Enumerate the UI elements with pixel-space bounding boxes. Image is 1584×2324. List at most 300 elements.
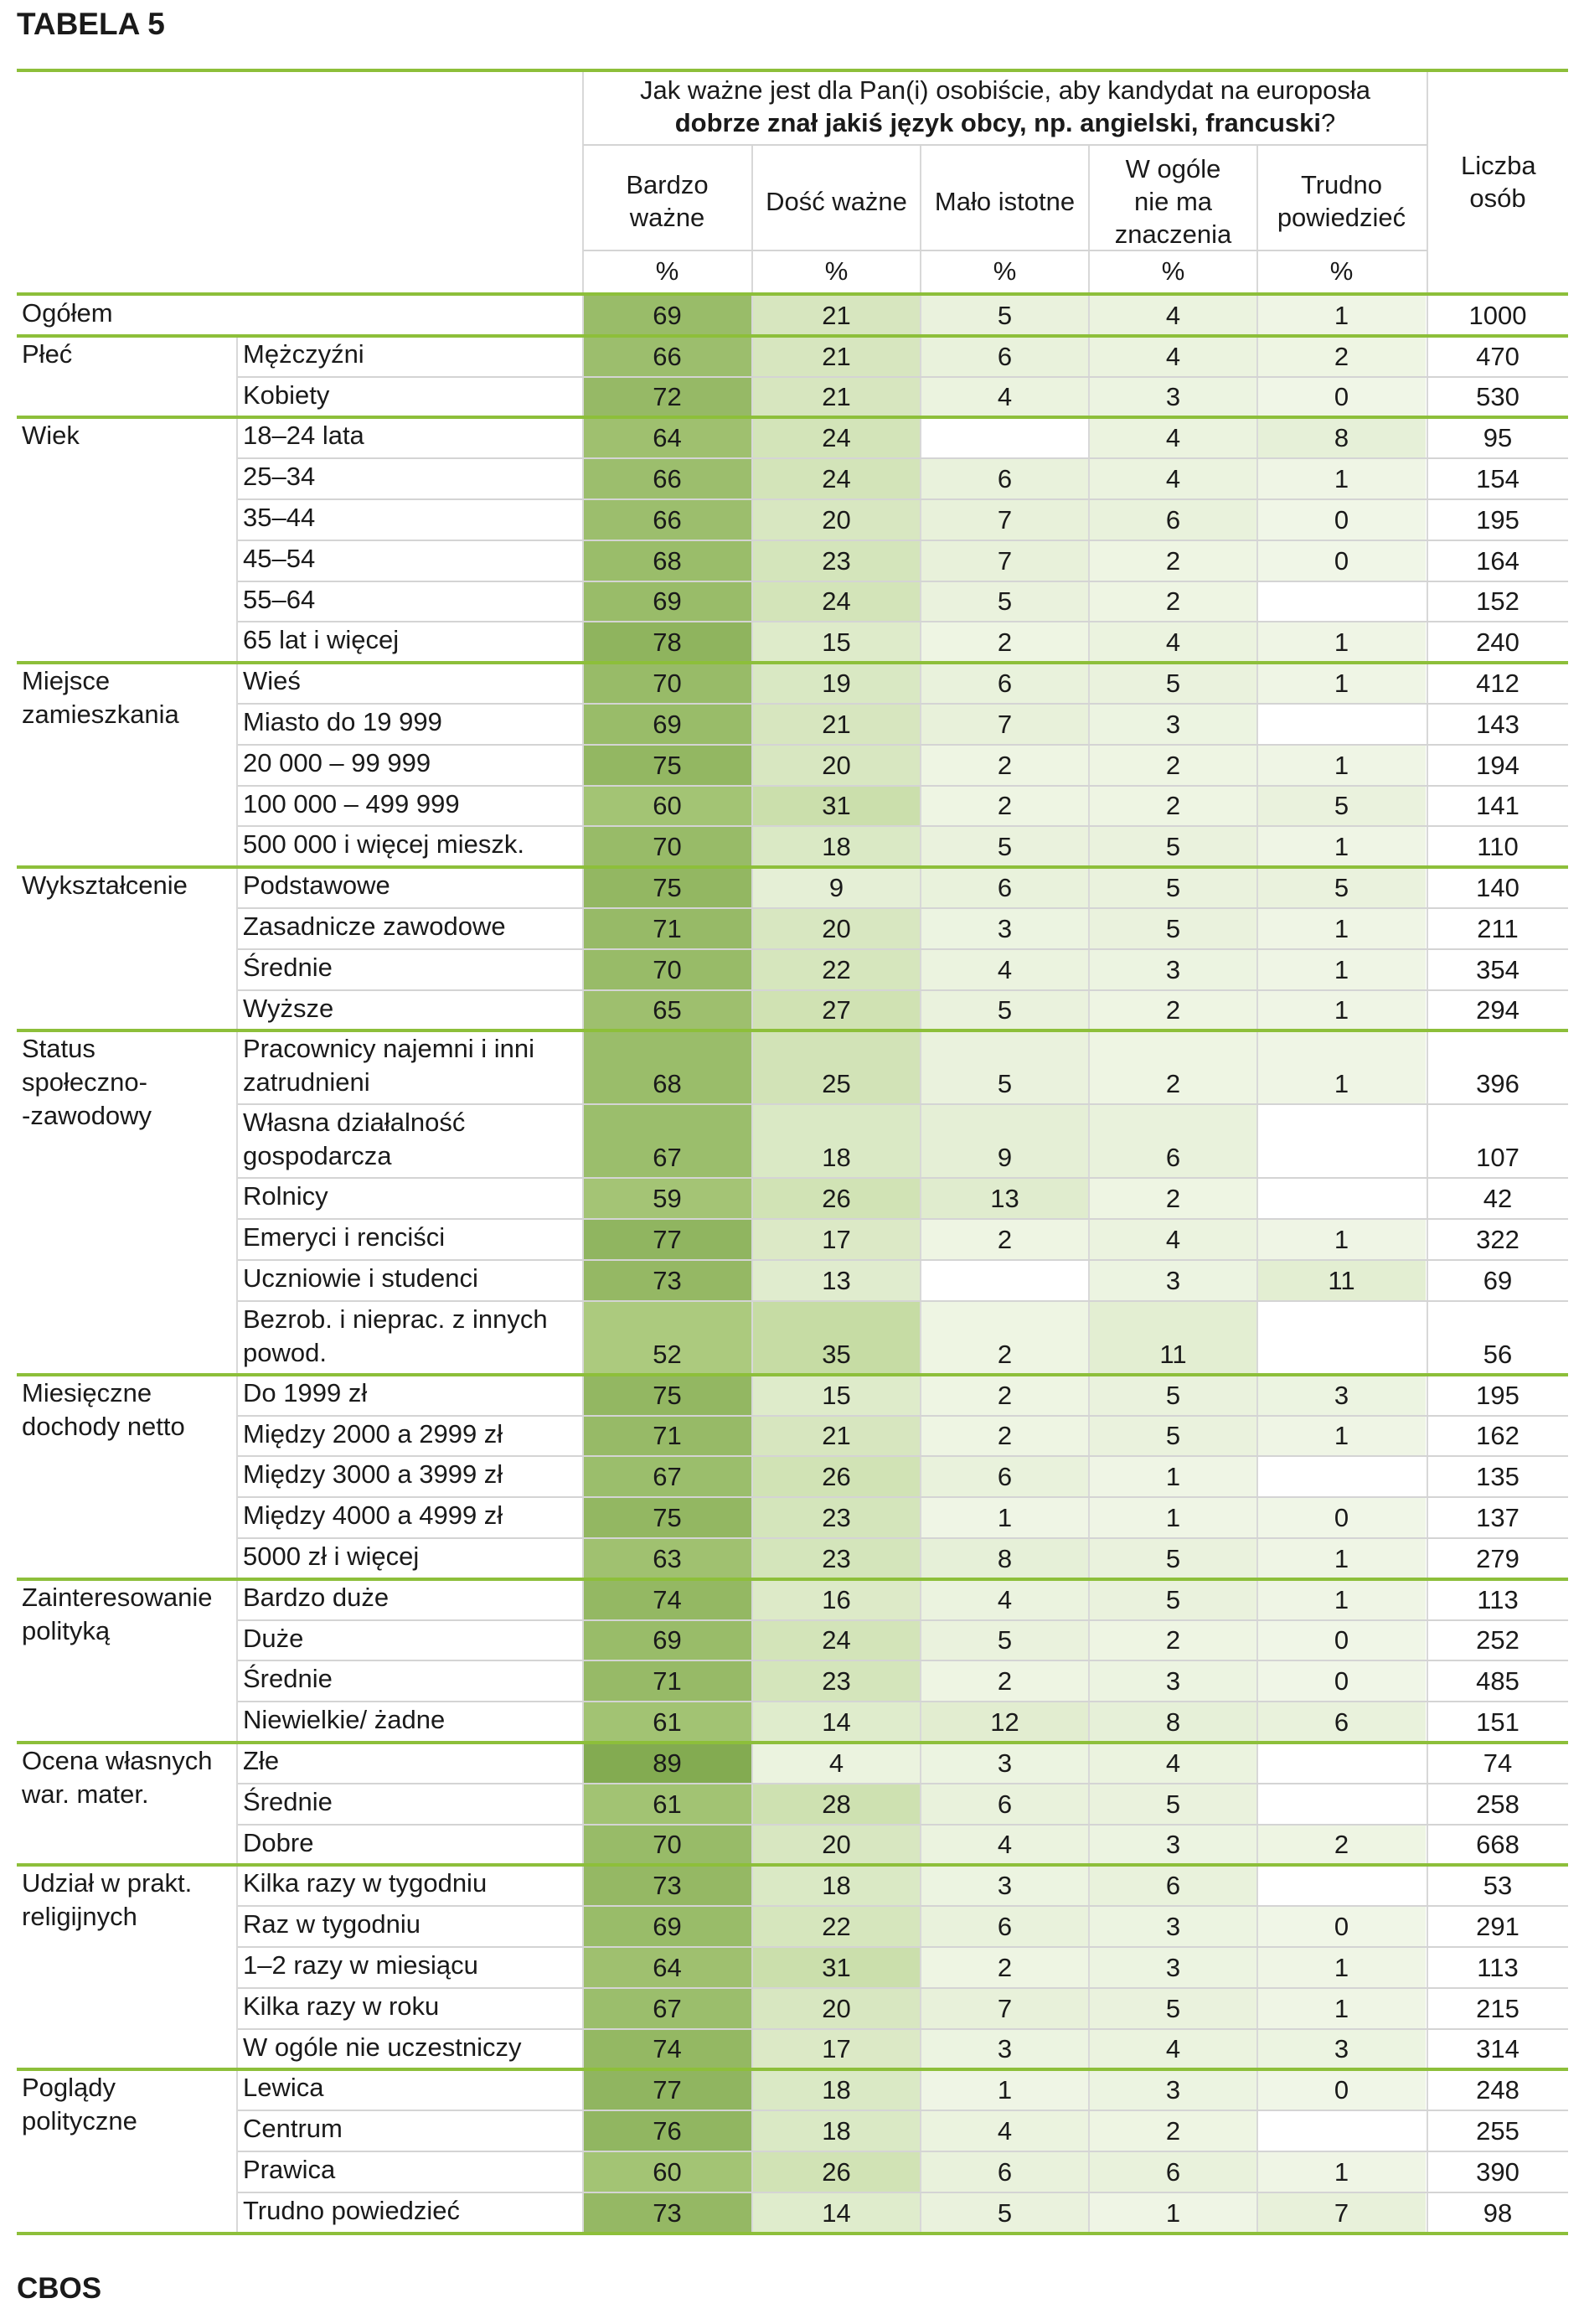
- value-cell: 78: [583, 622, 751, 663]
- value-cell: 7: [921, 1988, 1089, 2029]
- value-cell: 5: [1257, 786, 1426, 827]
- value-cell: 18: [752, 2069, 921, 2110]
- value-cell: 75: [583, 1375, 751, 1416]
- value-cell: 7: [1257, 2192, 1426, 2234]
- group-label: Płeć: [22, 338, 73, 369]
- value-cell: 2: [921, 745, 1089, 786]
- value-cell: 23: [752, 1497, 921, 1538]
- value-cell: 3: [1089, 1660, 1257, 1702]
- value-cell: 20: [752, 1988, 921, 2029]
- value-cell: 2: [1089, 1178, 1257, 1219]
- group-rule: [17, 1373, 1568, 1376]
- value-cell: 75: [583, 745, 751, 786]
- value-cell: 4: [1089, 622, 1257, 663]
- value-cell: 11: [1089, 1301, 1257, 1375]
- count-cell: 107: [1476, 1143, 1520, 1173]
- column-header: Trudno powiedzieć: [1277, 170, 1406, 232]
- value-cell: 5: [921, 1620, 1089, 1661]
- value-cell: 1: [1257, 663, 1426, 704]
- count-cell: 95: [1483, 423, 1513, 453]
- value-cell: [1257, 1104, 1426, 1178]
- value-cell: 21: [752, 336, 921, 377]
- row-divider: [238, 498, 1568, 500]
- unit-label: %: [655, 256, 679, 286]
- row-divider: [238, 2192, 1568, 2193]
- unit-label: %: [993, 256, 1017, 286]
- group-rule: [17, 2068, 1568, 2071]
- count-cell: 412: [1476, 668, 1520, 698]
- value-cell: 1: [1089, 1497, 1257, 1538]
- value-cell: 13: [921, 1178, 1089, 1219]
- row-label: Mężczyźni: [243, 338, 364, 369]
- row-label: Średnie: [243, 1664, 333, 1694]
- count-cell: 98: [1483, 2197, 1513, 2228]
- value-cell: 6: [921, 2151, 1089, 2192]
- value-cell: 2: [1257, 336, 1426, 377]
- count-cell: 252: [1476, 1625, 1520, 1655]
- value-cell: 68: [583, 1030, 751, 1104]
- value-cell: 73: [583, 2192, 751, 2234]
- row-divider: [238, 581, 1568, 582]
- value-cell: 0: [1257, 540, 1426, 581]
- value-cell: 1: [1257, 1947, 1426, 1988]
- count-cell: 255: [1476, 2115, 1520, 2146]
- value-cell: 8: [921, 1538, 1089, 1579]
- count-cell: 294: [1476, 995, 1520, 1025]
- value-cell: 8: [1089, 1702, 1257, 1743]
- value-cell: 2: [1089, 2110, 1257, 2151]
- row-divider: [238, 621, 1568, 622]
- count-cell: 668: [1476, 1830, 1520, 1860]
- row-label: 20 000 – 99 999: [243, 747, 431, 777]
- value-cell: 2: [1089, 745, 1257, 786]
- value-cell: 2: [921, 786, 1089, 827]
- value-cell: 66: [583, 458, 751, 499]
- count-cell: 195: [1476, 1380, 1520, 1410]
- value-cell: [1257, 1743, 1426, 1784]
- value-cell: 52: [583, 1301, 751, 1375]
- value-cell: 24: [752, 458, 921, 499]
- count-cell: 141: [1476, 791, 1520, 821]
- value-cell: 75: [583, 867, 751, 908]
- value-cell: [1257, 2110, 1426, 2151]
- row-divider: [238, 989, 1568, 991]
- count-cell: 110: [1477, 832, 1519, 862]
- row-divider: [238, 1300, 1568, 1302]
- count-cell: 354: [1476, 954, 1520, 984]
- value-cell: 22: [752, 949, 921, 990]
- row-divider: [238, 2028, 1568, 2030]
- count-cell: 195: [1476, 504, 1520, 535]
- row-divider: [238, 825, 1568, 827]
- question-line-2: dobrze znał jakiś język obcy, np. angielski, francuski: [674, 108, 1321, 137]
- value-cell: 6: [921, 867, 1089, 908]
- count-cell: 154: [1476, 463, 1520, 493]
- value-cell: 4: [921, 377, 1089, 418]
- bottom-rule: [17, 2232, 1568, 2235]
- value-cell: 89: [583, 1743, 751, 1784]
- value-cell: 26: [752, 2151, 921, 2192]
- group-label: Poglądy polityczne: [22, 2073, 137, 2136]
- value-cell: 73: [583, 1865, 751, 1906]
- value-cell: 8: [1257, 417, 1426, 458]
- row-label: Między 3000 a 3999 zł: [243, 1459, 503, 1490]
- row-label: 18–24 lata: [243, 421, 364, 451]
- value-cell: 21: [752, 1416, 921, 1457]
- value-cell: 7: [921, 540, 1089, 581]
- value-cell: 24: [752, 581, 921, 622]
- row-label: 100 000 – 499 999: [243, 788, 460, 819]
- row-label: Kilka razy w roku: [243, 1991, 440, 2021]
- value-cell: 3: [1089, 1825, 1257, 1866]
- value-cell: 17: [752, 1219, 921, 1260]
- value-cell: 1: [1257, 1030, 1426, 1104]
- row-divider: [238, 1103, 1568, 1105]
- row-label: Kobiety: [243, 380, 330, 410]
- group-label: Udział w prakt. religijnych: [22, 1868, 193, 1932]
- value-cell: 21: [752, 704, 921, 745]
- group-rule: [17, 292, 1568, 296]
- value-cell: 66: [583, 336, 751, 377]
- value-cell: 1: [1257, 1416, 1426, 1457]
- group-label: Wykształcenie: [22, 870, 188, 901]
- row-divider: [238, 457, 1568, 459]
- group-rule: [17, 1029, 1568, 1032]
- header-divider: [583, 144, 1427, 146]
- value-cell: [1257, 1301, 1426, 1375]
- value-cell: 4: [921, 2110, 1089, 2151]
- value-cell: 1: [1257, 2151, 1426, 2192]
- value-cell: 13: [752, 1260, 921, 1301]
- value-cell: 71: [583, 908, 751, 949]
- row-label: Rolnicy: [243, 1181, 328, 1211]
- value-cell: 4: [752, 1743, 921, 1784]
- value-cell: 64: [583, 1947, 751, 1988]
- value-cell: 1: [1257, 908, 1426, 949]
- row-divider: [238, 2151, 1568, 2152]
- value-cell: 5: [921, 826, 1089, 867]
- count-cell: 248: [1476, 2075, 1520, 2105]
- value-cell: 26: [752, 1456, 921, 1497]
- value-cell: 2: [1089, 1620, 1257, 1661]
- value-cell: 2: [921, 1416, 1089, 1457]
- value-cell: 1: [921, 1497, 1089, 1538]
- row-label: 35–44: [243, 503, 316, 532]
- value-cell: 5: [1089, 867, 1257, 908]
- value-cell: 1: [1257, 1579, 1426, 1620]
- value-cell: 11: [1257, 1260, 1426, 1301]
- unit-label: %: [1161, 256, 1185, 286]
- value-cell: 1: [1257, 1538, 1426, 1579]
- value-cell: 6: [921, 458, 1089, 499]
- value-cell: 59: [583, 1178, 751, 1219]
- value-cell: 0: [1257, 377, 1426, 418]
- value-cell: 7: [921, 499, 1089, 540]
- value-cell: 2: [921, 1375, 1089, 1416]
- value-cell: 35: [752, 1301, 921, 1375]
- value-cell: 15: [752, 622, 921, 663]
- row-label: Emeryci i renciści: [243, 1222, 446, 1252]
- value-cell: 69: [583, 1906, 751, 1947]
- value-cell: 75: [583, 1497, 751, 1538]
- count-cell: 140: [1476, 872, 1520, 902]
- group-rule: [17, 416, 1568, 419]
- value-cell: 31: [752, 1947, 921, 1988]
- value-cell: 27: [752, 990, 921, 1031]
- value-cell: [1257, 581, 1426, 622]
- count-cell: 151: [1476, 1707, 1520, 1737]
- value-cell: 2: [921, 622, 1089, 663]
- value-cell: 5: [1089, 908, 1257, 949]
- count-cell: 137: [1476, 1502, 1520, 1532]
- row-label: Między 2000 a 2999 zł: [243, 1418, 503, 1449]
- value-cell: 74: [583, 1579, 751, 1620]
- top-rule: [17, 69, 1568, 72]
- count-cell: 291: [1476, 1911, 1520, 1941]
- value-cell: 14: [752, 1702, 921, 1743]
- count-cell: 470: [1476, 341, 1520, 371]
- value-cell: 67: [583, 1456, 751, 1497]
- value-cell: 71: [583, 1416, 751, 1457]
- value-cell: 3: [1089, 1947, 1257, 1988]
- value-cell: 18: [752, 1104, 921, 1178]
- value-cell: 7: [921, 704, 1089, 745]
- value-cell: 2: [921, 1301, 1089, 1375]
- value-cell: 4: [921, 949, 1089, 990]
- group-label: Miesięczne dochody netto: [22, 1377, 185, 1441]
- value-cell: 4: [1089, 1219, 1257, 1260]
- value-cell: 20: [752, 908, 921, 949]
- value-cell: 4: [1089, 1743, 1257, 1784]
- value-cell: 3: [1257, 1375, 1426, 1416]
- count-cell: 42: [1483, 1184, 1513, 1214]
- count-cell: 113: [1477, 1584, 1519, 1614]
- value-cell: 23: [752, 1538, 921, 1579]
- row-label: 500 000 i więcej mieszk.: [243, 829, 524, 860]
- column-header: Dość ważne: [766, 186, 907, 216]
- value-cell: 5: [1089, 1538, 1257, 1579]
- value-cell: 20: [752, 745, 921, 786]
- value-cell: 3: [1089, 2069, 1257, 2110]
- value-cell: 3: [1089, 1906, 1257, 1947]
- value-cell: 6: [1089, 499, 1257, 540]
- value-cell: 6: [921, 336, 1089, 377]
- total-label: Ogółem: [22, 298, 113, 328]
- value-cell: 2: [921, 1947, 1089, 1988]
- row-divider: [238, 1905, 1568, 1907]
- group-label: Wiek: [22, 421, 80, 451]
- row-label: Trudno powiedzieć: [243, 2195, 461, 2225]
- value-cell: [1257, 1178, 1426, 1219]
- value-cell: 5: [921, 1030, 1089, 1104]
- table-title: TABELA 5: [17, 7, 165, 41]
- value-cell: 6: [921, 1906, 1089, 1947]
- value-cell: 1: [1089, 1456, 1257, 1497]
- results-table: [17, 69, 1568, 2265]
- count-cell: 53: [1483, 1871, 1513, 1901]
- value-cell: 1: [921, 2069, 1089, 2110]
- value-cell: 73: [583, 1260, 751, 1301]
- value-cell: 70: [583, 826, 751, 867]
- row-divider: [238, 1455, 1568, 1457]
- value-cell: 22: [752, 1906, 921, 1947]
- value-cell: [1257, 1456, 1426, 1497]
- value-cell: 3: [921, 1865, 1089, 1906]
- value-cell: 6: [1089, 1865, 1257, 1906]
- row-divider: [238, 1496, 1568, 1498]
- value-cell: [921, 1260, 1089, 1301]
- count-cell: 1000: [1468, 300, 1527, 330]
- value-cell: 5: [1089, 826, 1257, 867]
- value-cell: 2: [1089, 786, 1257, 827]
- row-label: Raz w tygodniu: [243, 1909, 421, 1939]
- row-label: Bardzo duże: [243, 1582, 390, 1612]
- value-cell: 12: [921, 1702, 1089, 1743]
- row-divider: [238, 1177, 1568, 1179]
- value-cell: 16: [752, 1579, 921, 1620]
- row-label: Niewielkie/ żadne: [243, 1705, 446, 1735]
- value-cell: 2: [1089, 581, 1257, 622]
- value-cell: 0: [1257, 1497, 1426, 1538]
- row-divider: [238, 1259, 1568, 1261]
- row-label: Pracownicy najemni i inni zatrudnieni: [243, 1034, 535, 1097]
- value-cell: 66: [583, 499, 751, 540]
- value-cell: 67: [583, 1988, 751, 2029]
- value-cell: 0: [1257, 1906, 1426, 1947]
- row-divider: [238, 744, 1568, 746]
- row-label: Średnie: [243, 952, 333, 982]
- group-label: Ocena własnych war. mater.: [22, 1746, 213, 1809]
- count-header: Liczba osób: [1461, 151, 1536, 213]
- value-cell: 5: [921, 581, 1089, 622]
- row-label: 5000 zł i więcej: [243, 1542, 420, 1571]
- column-header: Bardzo ważne: [626, 170, 709, 232]
- count-cell: 240: [1476, 627, 1520, 658]
- value-cell: 4: [1089, 458, 1257, 499]
- value-cell: 5: [1089, 1784, 1257, 1825]
- value-cell: 9: [752, 867, 921, 908]
- count-cell: 322: [1476, 1224, 1520, 1254]
- group-rule: [17, 661, 1568, 664]
- value-cell: 5: [1089, 1579, 1257, 1620]
- row-label: 65 lat i więcej: [243, 625, 400, 655]
- header-divider: [583, 250, 1427, 251]
- value-cell: 14: [752, 2192, 921, 2234]
- row-label: Do 1999 zł: [243, 1377, 368, 1407]
- value-cell: 18: [752, 826, 921, 867]
- value-cell: 2: [1089, 1030, 1257, 1104]
- unit-label: %: [824, 256, 849, 286]
- value-cell: [921, 417, 1089, 458]
- column-header: W ogóle nie ma znaczenia: [1114, 153, 1232, 249]
- count-cell: 258: [1476, 1789, 1520, 1819]
- count-cell: 396: [1476, 1069, 1520, 1099]
- value-cell: 70: [583, 1825, 751, 1866]
- value-cell: 20: [752, 1825, 921, 1866]
- row-label: Złe: [243, 1746, 280, 1775]
- value-cell: 2: [1257, 1825, 1426, 1866]
- value-cell: 2: [921, 1219, 1089, 1260]
- value-cell: [1257, 704, 1426, 745]
- row-label: Uczniowie i studenci: [243, 1263, 478, 1293]
- question-mark: ?: [1321, 108, 1336, 137]
- row-label: Lewica: [243, 2073, 324, 2103]
- row-divider: [238, 1946, 1568, 1948]
- value-cell: 74: [583, 2029, 751, 2070]
- value-cell: 5: [1089, 1416, 1257, 1457]
- count-cell: 164: [1476, 545, 1520, 576]
- value-cell: 6: [1089, 2151, 1257, 2192]
- value-cell: 24: [752, 417, 921, 458]
- value-cell: 65: [583, 990, 751, 1031]
- row-label: W ogóle nie uczestniczy: [243, 2032, 522, 2062]
- value-cell: 5: [921, 2192, 1089, 2234]
- count-cell: 485: [1476, 1666, 1520, 1697]
- count-cell: 530: [1476, 382, 1520, 412]
- value-cell: 3: [1089, 949, 1257, 990]
- value-cell: 20: [752, 499, 921, 540]
- row-divider: [238, 2110, 1568, 2111]
- value-cell: 70: [583, 663, 751, 704]
- group-rule: [17, 865, 1568, 869]
- row-divider: [238, 540, 1568, 541]
- value-cell: 77: [583, 1219, 751, 1260]
- value-cell: 28: [752, 1784, 921, 1825]
- value-cell: 0: [1257, 2069, 1426, 2110]
- value-cell: 72: [583, 377, 751, 418]
- row-divider: [238, 1537, 1568, 1539]
- value-cell: 3: [921, 1743, 1089, 1784]
- row-divider: [238, 703, 1568, 705]
- count-cell: 69: [1483, 1265, 1513, 1295]
- value-cell: 4: [1089, 336, 1257, 377]
- value-cell: [1257, 1865, 1426, 1906]
- value-cell: 5: [1257, 867, 1426, 908]
- value-cell: 4: [1089, 2029, 1257, 2070]
- value-cell: 1: [1257, 458, 1426, 499]
- row-divider: [238, 1783, 1568, 1784]
- value-cell: 63: [583, 1538, 751, 1579]
- value-cell: 21: [752, 295, 921, 336]
- value-cell: 0: [1257, 1660, 1426, 1702]
- value-cell: 3: [1089, 704, 1257, 745]
- row-divider: [238, 1619, 1568, 1621]
- row-divider: [238, 1824, 1568, 1826]
- row-label: Prawica: [243, 2155, 336, 2184]
- column-divider: [1427, 69, 1428, 2234]
- value-cell: 4: [1089, 295, 1257, 336]
- group-rule: [17, 1741, 1568, 1744]
- unit-label: %: [1329, 256, 1354, 286]
- value-cell: 25: [752, 1030, 921, 1104]
- row-label: 1–2 razy w miesiącu: [243, 1950, 478, 1980]
- row-label: 25–34: [243, 462, 316, 492]
- value-cell: 4: [921, 1579, 1089, 1620]
- value-cell: 0: [1257, 1620, 1426, 1661]
- value-cell: 60: [583, 2151, 751, 2192]
- value-cell: 69: [583, 1620, 751, 1661]
- value-cell: [1257, 1784, 1426, 1825]
- row-label: 55–64: [243, 584, 316, 614]
- value-cell: 77: [583, 2069, 751, 2110]
- value-cell: 6: [921, 663, 1089, 704]
- value-cell: 1: [1257, 1988, 1426, 2029]
- value-cell: 2: [1089, 540, 1257, 581]
- row-label: 45–54: [243, 543, 316, 573]
- count-cell: 215: [1476, 1993, 1520, 2023]
- value-cell: 3: [921, 908, 1089, 949]
- value-cell: 26: [752, 1178, 921, 1219]
